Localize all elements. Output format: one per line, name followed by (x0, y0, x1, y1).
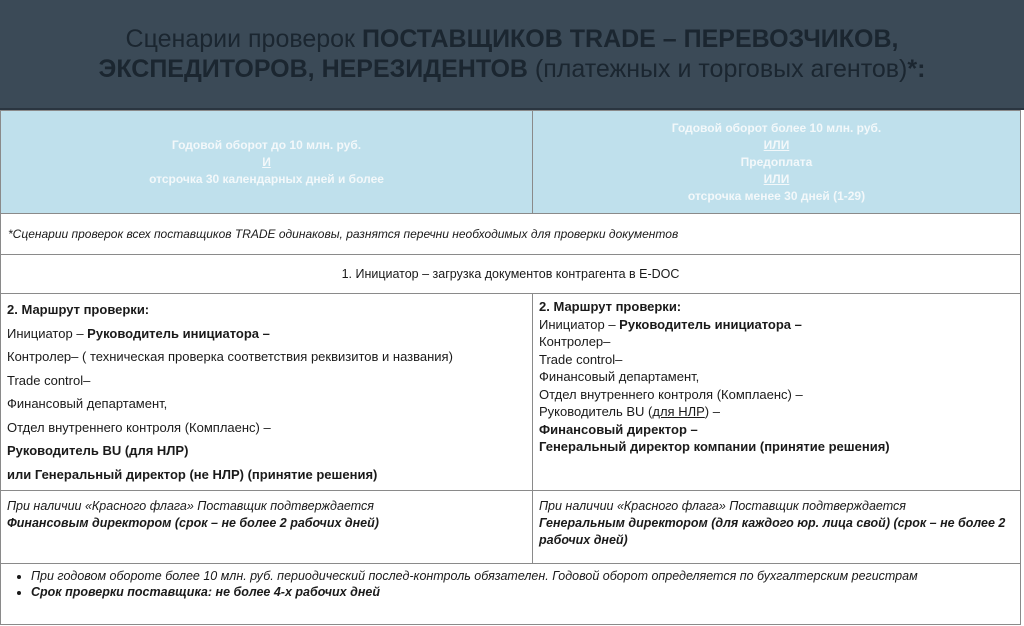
route-left-line-7: или Генеральный директор (не НЛР) (принятие решения) (7, 466, 378, 482)
route-left-line-1 (7, 322, 526, 346)
route-right-line-7: Финансовый директор – (539, 421, 698, 437)
note-row (1, 214, 1021, 255)
route-right-line-3: Trade control– (539, 351, 623, 367)
slide-title-bar (0, 0, 1024, 110)
bottom-notes-list (1, 568, 1020, 600)
route-right-line-6a: Руководитель BU ( (539, 404, 653, 419)
header-left-line-1: Годовой оборот до 10 млн. руб. (171, 137, 362, 152)
route-left-line-1b: Руководитель инициатора – (87, 325, 270, 341)
route-right-line-2: Контролер– (539, 334, 611, 349)
slide-title (0, 24, 1024, 84)
header-row (1, 111, 1021, 214)
route-right-line-6b: для НЛР (652, 404, 705, 419)
route-right-heading: 2. Маршрут проверки: (539, 299, 682, 314)
route-right-line-6 (539, 403, 1014, 421)
initiator-row (1, 255, 1021, 294)
bottom-note-1: • При годовом обороте более 10 млн. руб. периодический послед-контроль обязателен. Годовой оборот определяется по бухгалтерским регистрам (31, 568, 1020, 584)
route-right-line-1a: Инициатор – (539, 316, 620, 332)
route-left-line-4: Финансовый департамент, (7, 396, 168, 411)
route-left-line-1a: Инициатор – (7, 325, 88, 341)
initiator-text: 1. Инициатор – загрузка документов контрагента в E-DOC (1, 255, 1021, 294)
red-flag-right-line-1: При наличии «Красного флага» Поставщик подтверждается (539, 499, 906, 513)
red-flag-left-line-2: Финансовым директором (срок – не более 2 рабочих дней) (7, 516, 379, 530)
route-right-line-5: Отдел внутреннего контроля (Комплаенс) – (539, 386, 803, 402)
route-left-line-3: Trade control– (7, 372, 91, 388)
title-part-4: *: (907, 55, 926, 83)
header-right-line-3: Предоплата (740, 154, 813, 169)
title-part-1: Сценарии проверок (125, 25, 362, 53)
route-row (1, 294, 1021, 491)
route-right-line-8: Генеральный директор компании (принятие решения) (539, 439, 890, 454)
title-part-3: (платежных и торговых агентов) (534, 55, 908, 83)
route-left-heading: 2. Маршрут проверки: (7, 302, 150, 317)
title-part-2: ПОСТАВЩИКОВ TRADE – ПЕРЕВОЗЧИКОВ, ЭКСПЕДИТОРОВ, НЕРЕЗИДЕНТОВ (98, 25, 899, 83)
red-flag-row (1, 491, 1021, 564)
scenario-table (0, 110, 1021, 625)
route-right-line-6c: ) – (704, 404, 720, 419)
bottom-notes-cell (1, 564, 1021, 625)
route-left-cell (1, 294, 533, 491)
header-right-line-2: ИЛИ (763, 137, 790, 152)
route-right-line-4: Финансовый департамент, (539, 369, 700, 384)
route-left-line-6: Руководитель BU (для НЛР) (7, 443, 189, 458)
route-right-line-1 (539, 316, 1014, 334)
header-right-cell (533, 111, 1021, 214)
red-flag-right-cell (533, 491, 1021, 564)
route-left-line-5: Отдел внутреннего контроля (Комплаенс) – (7, 419, 271, 435)
header-left-line-3: отсрочка 30 календарных дней и более (149, 171, 384, 186)
route-right-line-1b: Руководитель инициатора – (619, 316, 802, 332)
red-flag-right-line-2: Генеральным директором (для каждого юр. лица свой) (срок – не более 2 рабочих дней) (539, 516, 1006, 547)
header-left-cell (1, 111, 533, 214)
note-text: *Сценарии проверок всех поставщиков TRADE одинаковы, разнятся перечни необходимых для проверки документов (1, 214, 1021, 255)
header-left-line-2: И (262, 154, 271, 169)
header-right-line-4: ИЛИ (763, 171, 790, 186)
red-flag-left-line-1: При наличии «Красного флага» Поставщик подтверждается (7, 499, 374, 513)
red-flag-left-cell (1, 491, 533, 564)
route-right-cell (533, 294, 1021, 491)
header-right-line-5: отсрочка менее 30 дней (1-29) (687, 188, 866, 203)
header-right-line-1: Годовой оборот более 10 млн. руб. (671, 120, 882, 135)
route-left-line-2: Контролер– ( техническая проверка соответствия реквизитов и названия) (7, 349, 453, 364)
bottom-note-2: • Срок проверки поставщика: не более 4-х рабочих дней (31, 584, 1020, 600)
bottom-notes-row (1, 564, 1021, 625)
